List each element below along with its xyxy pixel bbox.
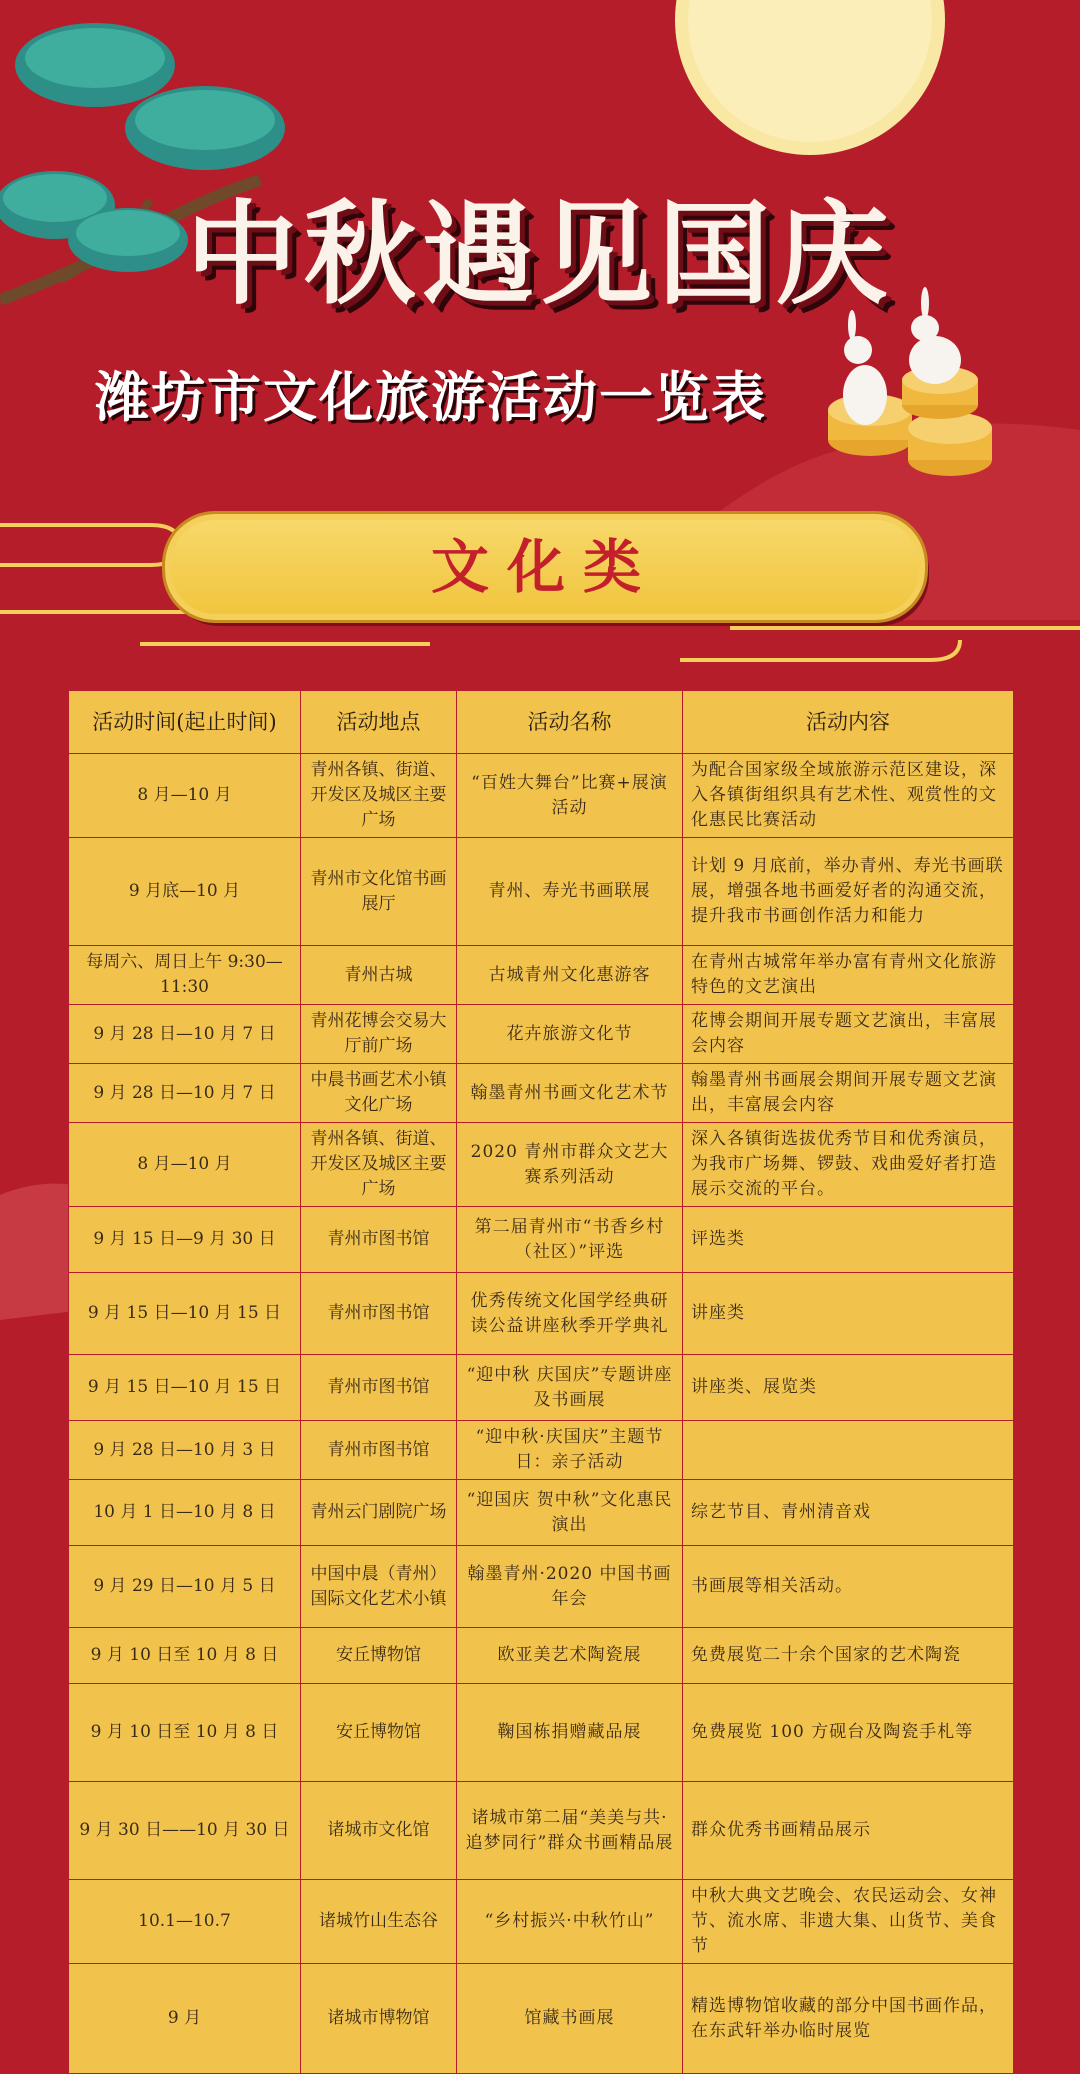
- cell-place: 青州市图书馆: [301, 1421, 457, 1480]
- cell-content: 免费展览 100 方砚台及陶瓷手札等: [683, 1684, 1014, 1782]
- cell-time: 10 月 1 日—10 月 8 日: [69, 1480, 301, 1546]
- table-row: [69, 1880, 1014, 1964]
- cell-name: “百姓大舞台”比赛+展演活动: [457, 754, 683, 838]
- cell-place: 中国中晨（青州）国际文化艺术小镇: [301, 1546, 457, 1628]
- table-row: [69, 1628, 1014, 1684]
- cell-content: 精选博物馆收藏的部分中国书画作品，在东武轩举办临时展览: [683, 1964, 1014, 2074]
- poster-subtitle: 潍坊市文化旅游活动一览表: [95, 366, 767, 429]
- cell-name: 翰墨青州·2020 中国书画年会: [457, 1546, 683, 1628]
- column-header-name: 活动名称: [457, 691, 683, 754]
- cell-name: 鞠国栋捐赠藏品展: [457, 1684, 683, 1782]
- cell-name: 欧亚美艺术陶瓷展: [457, 1628, 683, 1684]
- cell-place: 青州市文化馆书画展厅: [301, 838, 457, 946]
- cell-time: 9 月 10 日至 10 月 8 日: [69, 1628, 301, 1684]
- column-header-content: 活动内容: [683, 691, 1014, 754]
- cell-place: 青州各镇、街道、开发区及城区主要广场: [301, 1123, 457, 1207]
- activity-table: [68, 690, 1014, 2074]
- cell-content: 讲座类: [683, 1273, 1014, 1355]
- column-header-time: 活动时间(起止时间): [69, 691, 301, 754]
- table-row: [69, 1546, 1014, 1628]
- cell-name: “乡村振兴·中秋竹山”: [457, 1880, 683, 1964]
- table-row: [69, 754, 1014, 838]
- cell-place: 青州市图书馆: [301, 1273, 457, 1355]
- cell-place: 青州花博会交易大厅前广场: [301, 1005, 457, 1064]
- cell-place: 青州市图书馆: [301, 1355, 457, 1421]
- cell-name: 馆藏书画展: [457, 1964, 683, 2074]
- cell-content: 翰墨青州书画展会期间开展专题文艺演出，丰富展会内容: [683, 1064, 1014, 1123]
- cell-name: 优秀传统文化国学经典研读公益讲座秋季开学典礼: [457, 1273, 683, 1355]
- cell-name: 2020 青州市群众文艺大赛系列活动: [457, 1123, 683, 1207]
- cell-place: 安丘博物馆: [301, 1684, 457, 1782]
- cell-place: 安丘博物馆: [301, 1628, 457, 1684]
- table-row: [69, 1684, 1014, 1782]
- poster-title: 中秋遇见国庆: [186, 190, 894, 320]
- cell-content: 免费展览二十余个国家的艺术陶瓷: [683, 1628, 1014, 1684]
- cell-content: 花博会期间开展专题文艺演出，丰富展会内容: [683, 1005, 1014, 1064]
- cell-place: 青州市图书馆: [301, 1207, 457, 1273]
- cell-name: 诸城市第二届“美美与共·追梦同行”群众书画精品展: [457, 1782, 683, 1880]
- cell-name: 青州、寿光书画联展: [457, 838, 683, 946]
- cell-time: 9 月 10 日至 10 月 8 日: [69, 1684, 301, 1782]
- cell-place: 青州云门剧院广场: [301, 1480, 457, 1546]
- table-row: [69, 1273, 1014, 1355]
- cell-time: 9 月 29 日—10 月 5 日: [69, 1546, 301, 1628]
- cell-time: 9 月 28 日—10 月 7 日: [69, 1064, 301, 1123]
- table-header-row: [69, 691, 1014, 754]
- table-row: [69, 1207, 1014, 1273]
- cell-time: 9 月 28 日—10 月 3 日: [69, 1421, 301, 1480]
- cell-content: 评选类: [683, 1207, 1014, 1273]
- cell-place: 青州古城: [301, 946, 457, 1005]
- cell-name: 花卉旅游文化节: [457, 1005, 683, 1064]
- cell-content: 讲座类、展览类: [683, 1355, 1014, 1421]
- cell-time: 10.1—10.7: [69, 1880, 301, 1964]
- cell-time: 9 月 15 日—10 月 15 日: [69, 1273, 301, 1355]
- column-header-place: 活动地点: [301, 691, 457, 754]
- cell-name: 古城青州文化惠游客: [457, 946, 683, 1005]
- cell-time: 9 月: [69, 1964, 301, 2074]
- table-row: [69, 1005, 1014, 1064]
- cell-name: “迎中秋·庆国庆”主题节日：亲子活动: [457, 1421, 683, 1480]
- table-body: [69, 754, 1014, 2074]
- cell-name: “迎国庆 贺中秋”文化惠民演出: [457, 1480, 683, 1546]
- cell-time: 每周六、周日上午 9:30—11:30: [69, 946, 301, 1005]
- table-row: [69, 1964, 1014, 2074]
- table-row: [69, 1782, 1014, 1880]
- cell-place: 诸城市文化馆: [301, 1782, 457, 1880]
- cell-time: 8 月—10 月: [69, 754, 301, 838]
- cell-name: 第二届青州市“书香乡村（社区）”评选: [457, 1207, 683, 1273]
- table-row: [69, 1480, 1014, 1546]
- table-row: [69, 1355, 1014, 1421]
- table-row: [69, 1421, 1014, 1480]
- cell-content: 为配合国家级全域旅游示范区建设，深入各镇街组织具有艺术性、观赏性的文化惠民比赛活动: [683, 754, 1014, 838]
- category-banner: [165, 514, 925, 620]
- cell-name: 翰墨青州书画文化艺术节: [457, 1064, 683, 1123]
- cell-time: 9 月 15 日—10 月 15 日: [69, 1355, 301, 1421]
- cell-place: 诸城竹山生态谷: [301, 1880, 457, 1964]
- cell-content: 综艺节目、青州清音戏: [683, 1480, 1014, 1546]
- cell-time: 8 月—10 月: [69, 1123, 301, 1207]
- cell-time: 9 月底—10 月: [69, 838, 301, 946]
- cell-content: 计划 9 月底前，举办青州、寿光书画联展，增强各地书画爱好者的沟通交流，提升我市书画创作活力和能力: [683, 838, 1014, 946]
- cell-content: [683, 1421, 1014, 1480]
- category-label: 文化类: [430, 533, 659, 601]
- cell-content: 中秋大典文艺晚会、农民运动会、女神节、流水席、非遗大集、山货节、美食节: [683, 1880, 1014, 1964]
- cell-place: 诸城市博物馆: [301, 1964, 457, 2074]
- table-row: [69, 946, 1014, 1005]
- cell-time: 9 月 30 日——10 月 30 日: [69, 1782, 301, 1880]
- cell-content: 书画展等相关活动。: [683, 1546, 1014, 1628]
- cell-place: 青州各镇、街道、开发区及城区主要广场: [301, 754, 457, 838]
- cell-time: 9 月 15 日—9 月 30 日: [69, 1207, 301, 1273]
- table-row: [69, 1123, 1014, 1207]
- cell-content: 深入各镇街选拔优秀节目和优秀演员，为我市广场舞、锣鼓、戏曲爱好者打造展示交流的平台。: [683, 1123, 1014, 1207]
- cell-place: 中晨书画艺术小镇文化广场: [301, 1064, 457, 1123]
- table-row: [69, 1064, 1014, 1123]
- table-row: [69, 838, 1014, 946]
- cell-time: 9 月 28 日—10 月 7 日: [69, 1005, 301, 1064]
- cell-name: “迎中秋 庆国庆”专题讲座及书画展: [457, 1355, 683, 1421]
- cell-content: 群众优秀书画精品展示: [683, 1782, 1014, 1880]
- cell-content: 在青州古城常年举办富有青州文化旅游特色的文艺演出: [683, 946, 1014, 1005]
